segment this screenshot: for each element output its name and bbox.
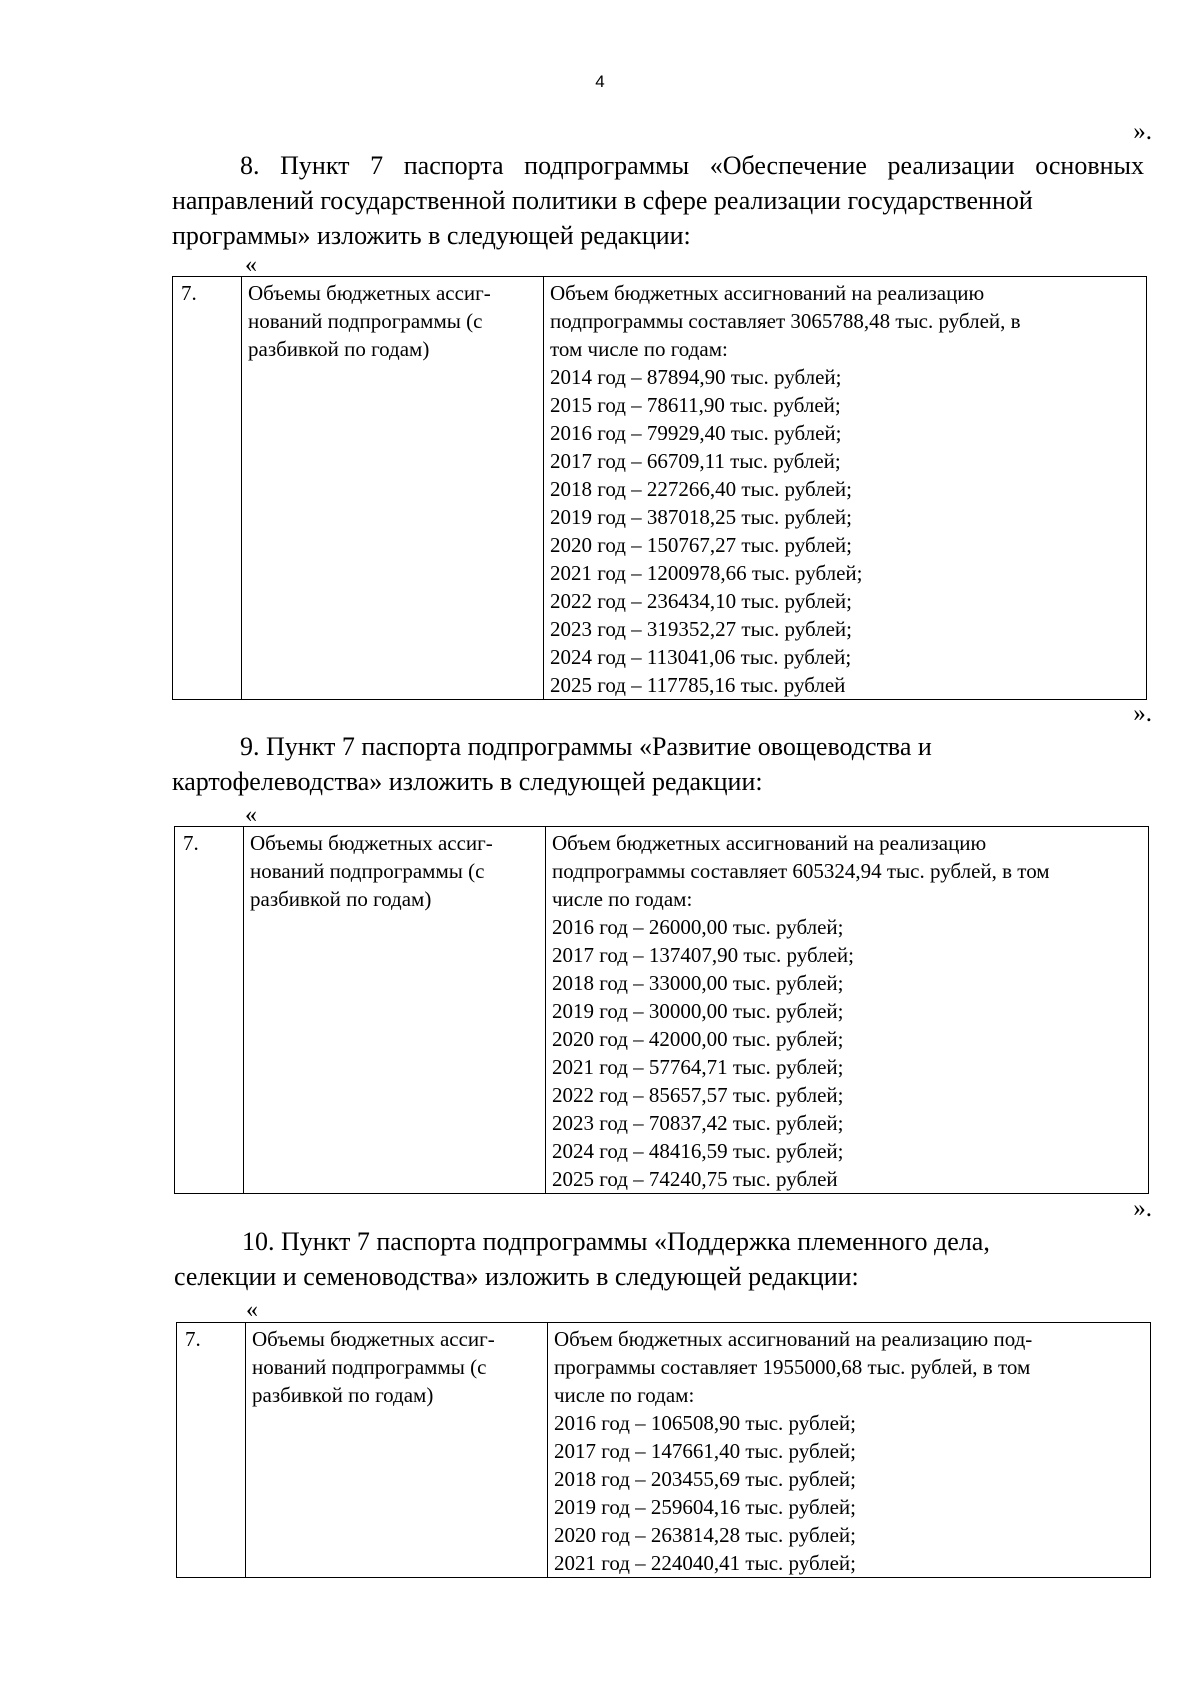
item-label-cell <box>244 827 546 1194</box>
section-8-table <box>172 276 1147 700</box>
cell-text-line: 2020 год – 42000,00 тыс. рублей; <box>552 1027 844 1051</box>
section-8-text-end: программы» изложить в следующей редакции: <box>172 221 691 250</box>
closing-quote: ». <box>1133 1195 1152 1222</box>
cell-text-line: 2024 год – 48416,59 тыс. рублей; <box>552 1139 844 1163</box>
section-10-table <box>176 1322 1151 1578</box>
item-number: 7. <box>177 1323 246 1578</box>
cell-text-line: том числе по годам: <box>550 337 728 361</box>
cell-text-line: подпрограммы составляет 605324,94 тыс. рублей, в том <box>552 859 1050 883</box>
cell-text-line: 2020 год – 150767,27 тыс. рублей; <box>550 533 853 557</box>
cell-text-line: 2017 год – 66709,11 тыс. рублей; <box>550 449 841 473</box>
cell-text-line: Объемы бюджетных ассиг- <box>250 831 493 855</box>
cell-text-line: 2016 год – 106508,90 тыс. рублей; <box>554 1411 857 1435</box>
item-value-cell <box>544 277 1147 700</box>
cell-text-line: числе по годам: <box>552 887 693 911</box>
cell-text-line: нований подпрограммы (с <box>248 309 483 333</box>
cell-text-line: 2021 год – 224040,41 тыс. рублей; <box>554 1551 857 1575</box>
cell-text-line: 2018 год – 227266,40 тыс. рублей; <box>550 477 853 501</box>
section-9-text-end: картофелеводства» изложить в следующей редакции: <box>172 767 763 796</box>
cell-text-line: Объемы бюджетных ассиг- <box>248 281 491 305</box>
cell-text-line: разбивкой по годам) <box>252 1383 434 1407</box>
cell-text-line: нований подпрограммы (с <box>252 1355 487 1379</box>
item-number: 7. <box>173 277 242 700</box>
cell-text-line: разбивкой по годам) <box>250 887 432 911</box>
cell-text-line: Объем бюджетных ассигнований на реализацию под- <box>554 1327 1033 1351</box>
cell-text-line: разбивкой по годам) <box>248 337 430 361</box>
item-value-cell <box>548 1323 1151 1578</box>
cell-text-line: 2023 год – 319352,27 тыс. рублей; <box>550 617 853 641</box>
cell-text-line: Объемы бюджетных ассиг- <box>252 1327 495 1351</box>
cell-text-line: 2017 год – 137407,90 тыс. рублей; <box>552 943 855 967</box>
cell-text-line: 2014 год – 87894,90 тыс. рублей; <box>550 365 842 389</box>
page-number: 4 <box>595 72 605 91</box>
cell-text-line: Объем бюджетных ассигнований на реализацию <box>552 831 987 855</box>
section-9-table <box>174 826 1149 1194</box>
cell-text-line: 2019 год – 30000,00 тыс. рублей; <box>552 999 844 1023</box>
section-8-text: 8. Пункт 7 паспорта подпрограммы «Обеспечение реализации основных направлений государственной политики в сфере реализации государственной <box>172 151 1144 215</box>
cell-text-line: 2019 год – 259604,16 тыс. рублей; <box>554 1495 857 1519</box>
section-8-paragraph <box>172 148 1144 253</box>
cell-text-line: Объем бюджетных ассигнований на реализацию <box>550 281 985 305</box>
section-9-text: 9. Пункт 7 паспорта подпрограммы «Развитие овощеводства и <box>240 732 932 761</box>
cell-text-line: 2025 год – 117785,16 тыс. рублей <box>550 673 846 697</box>
cell-text-line: 2024 год – 113041,06 тыс. рублей; <box>550 645 852 669</box>
cell-text-line: 2016 год – 26000,00 тыс. рублей; <box>552 915 844 939</box>
section-9-paragraph <box>172 729 1146 799</box>
opening-quote: « <box>246 1297 258 1323</box>
section-10-text: 10. Пункт 7 паспорта подпрограммы «Поддержка племенного дела, <box>242 1227 990 1256</box>
opening-quote: « <box>245 252 257 278</box>
cell-text-line: 2015 год – 78611,90 тыс. рублей; <box>550 393 841 417</box>
cell-text-line: программы составляет 1955000,68 тыс. рублей, в том <box>554 1355 1031 1379</box>
item-value-cell <box>546 827 1149 1194</box>
cell-text-line: 2019 год – 387018,25 тыс. рублей; <box>550 505 853 529</box>
cell-text-line: 2020 год – 263814,28 тыс. рублей; <box>554 1523 857 1547</box>
opening-quote: « <box>245 802 257 828</box>
cell-text-line: 2018 год – 33000,00 тыс. рублей; <box>552 971 844 995</box>
cell-text-line: 2022 год – 236434,10 тыс. рублей; <box>550 589 853 613</box>
cell-text-line: 2023 год – 70837,42 тыс. рублей; <box>552 1111 844 1135</box>
closing-quote: ». <box>1133 118 1152 145</box>
cell-text-line: 2017 год – 147661,40 тыс. рублей; <box>554 1439 857 1463</box>
cell-text-line: нований подпрограммы (с <box>250 859 485 883</box>
cell-text-line: 2016 год – 79929,40 тыс. рублей; <box>550 421 842 445</box>
table-row <box>173 277 1147 700</box>
cell-text-line: 2018 год – 203455,69 тыс. рублей; <box>554 1467 857 1491</box>
section-10-text-end: селекции и семеноводства» изложить в следующей редакции: <box>174 1262 859 1291</box>
item-label-cell <box>242 277 544 700</box>
cell-text-line: 2022 год – 85657,57 тыс. рублей; <box>552 1083 844 1107</box>
closing-quote: ». <box>1133 700 1152 727</box>
cell-text-line: 2021 год – 57764,71 тыс. рублей; <box>552 1055 844 1079</box>
table-row <box>177 1323 1151 1578</box>
cell-text-line: 2025 год – 74240,75 тыс. рублей <box>552 1167 838 1191</box>
cell-text-line: подпрограммы составляет 3065788,48 тыс. рублей, в <box>550 309 1021 333</box>
item-number: 7. <box>175 827 244 1194</box>
section-10-paragraph <box>174 1224 1148 1294</box>
table-row <box>175 827 1149 1194</box>
item-label-cell <box>246 1323 548 1578</box>
cell-text-line: числе по годам: <box>554 1383 695 1407</box>
cell-text-line: 2021 год – 1200978,66 тыс. рублей; <box>550 561 863 585</box>
